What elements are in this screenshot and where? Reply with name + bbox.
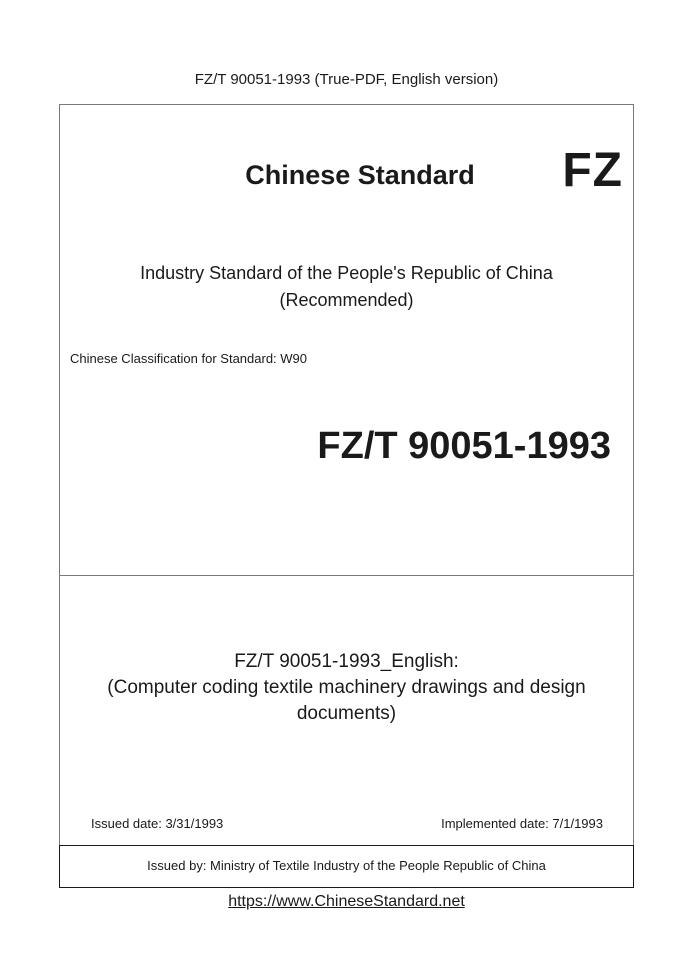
- english-title: [60, 649, 633, 727]
- issuer-box: [59, 845, 634, 888]
- english-title-line-2: (Computer coding textile machinery drawings and design: [107, 677, 586, 698]
- website-link[interactable]: https://www.ChineseStandard.net: [228, 893, 465, 910]
- section-divider: [60, 575, 633, 576]
- subtitle-line-1: Industry Standard of the People's Republic of China: [140, 263, 553, 283]
- page-header: FZ/T 90051-1993 (True-PDF, English version): [194, 71, 499, 88]
- implemented-date: Implemented date: 7/1/1993: [441, 816, 603, 831]
- issued-date: Issued date: 3/31/1993: [91, 816, 224, 831]
- standard-code-mark: FZ: [562, 144, 623, 197]
- classification-label: Chinese Classification for Standard: W90: [70, 351, 308, 366]
- cover-box: [59, 104, 634, 846]
- english-title-line-3: documents): [296, 703, 397, 724]
- subtitle: [60, 260, 633, 314]
- doc-type-title: Chinese Standard: [245, 160, 475, 190]
- issuer-text: Issued by: Ministry of Textile Industry of the People Republic of China: [147, 858, 546, 873]
- subtitle-line-2: (Recommended): [279, 290, 414, 310]
- english-title-line-1: FZ/T 90051-1993_English:: [234, 651, 459, 672]
- footer: [0, 893, 693, 911]
- standard-number: FZ/T 90051-1993: [317, 425, 611, 467]
